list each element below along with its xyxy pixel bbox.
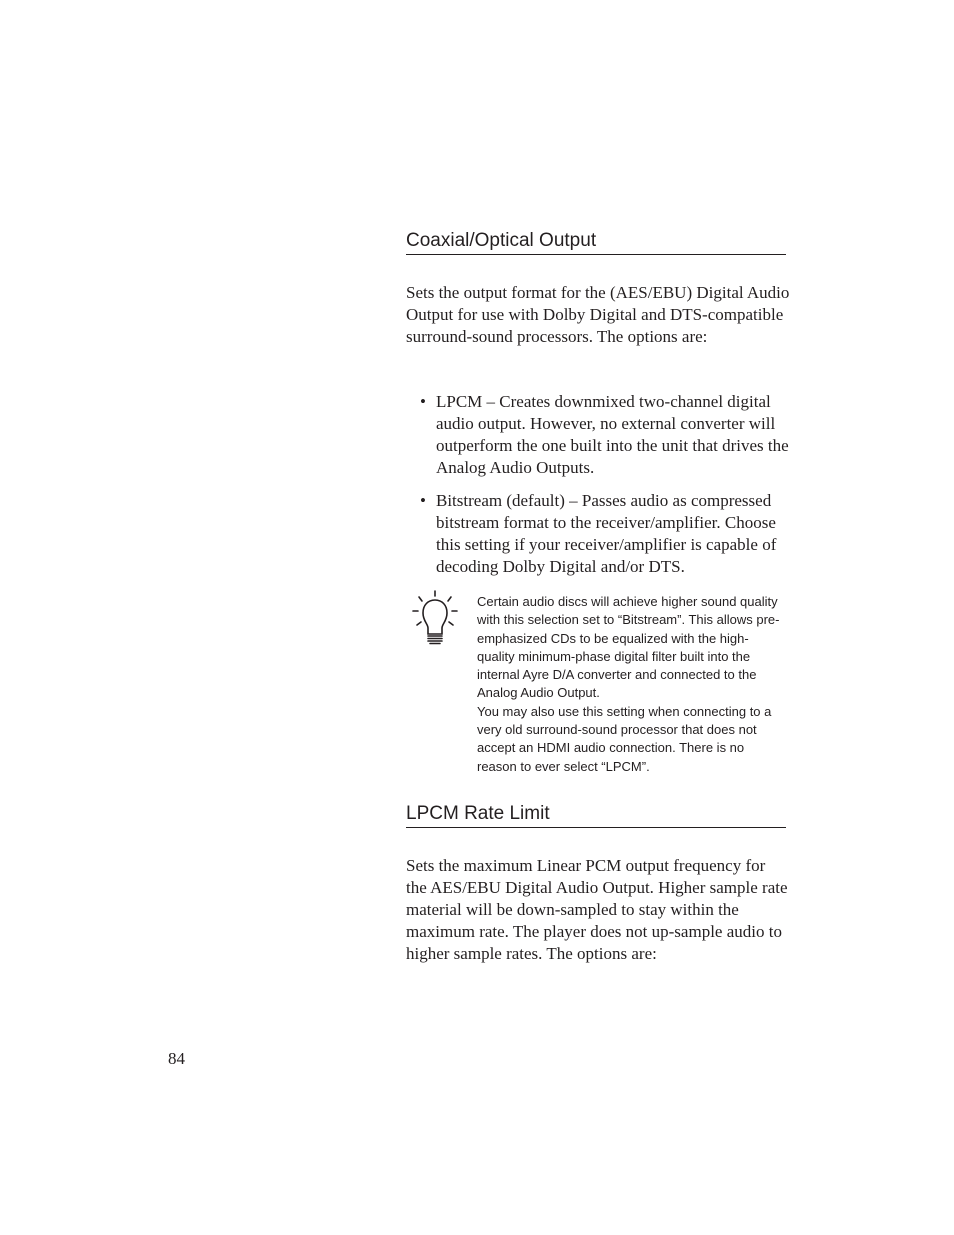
tip-paragraph-bitstream: Certain audio discs will achieve higher sound quality with this selection set to “Bitstream”. This allows pre-emphasized CDs to be equalized with the high-quality minimum-phase digital filter built into the internal Ayre D/A converter and connected to the Analog Audio Output. bbox=[477, 594, 780, 701]
bullet-text-bitstream: Bitstream (default) – Passes audio as compressed bitstream format to the receiver/amplifier. Choose this setting if your receiver/amplifier is capable of decoding Dolby Digital and/or DTS. bbox=[436, 491, 777, 576]
bullet-marker: • bbox=[420, 392, 426, 411]
bullet-marker: • bbox=[420, 491, 426, 510]
section-intro-paragraph: Sets the maximum Linear PCM output frequency for the AES/EBU Digital Audio Output. Higher sample rate material will be down-sampled to stay within the maximum rate. The player does not up-sample audio to higher sample rates. The options are: bbox=[406, 856, 788, 963]
page-number: 84 bbox=[168, 1049, 185, 1068]
section-heading-coaxial-optical-output: Coaxial/Optical Output bbox=[406, 229, 786, 255]
section-intro-paragraph: Sets the output format for the (AES/EBU) Digital Audio Output for use with Dolby Digital and DTS-compatible surround-sound processors. The options are: bbox=[406, 283, 790, 346]
tip-note bbox=[477, 593, 783, 776]
bullet-item-lpcm bbox=[420, 391, 790, 479]
section-heading-lpcm-rate-limit: LPCM Rate Limit bbox=[406, 802, 786, 828]
tip-paragraph-lpcm: You may also use this setting when connecting to a very old surround-sound processor that does not accept an HDMI audio connection. There is no reason to ever select “LPCM”. bbox=[477, 703, 772, 774]
bullet-item-bitstream bbox=[420, 490, 790, 578]
lightbulb-icon bbox=[410, 590, 458, 648]
bullet-text-lpcm: LPCM – Creates downmixed two-channel digital audio output. However, no external converter will outperform the one built into the unit that drives the Analog Audio Outputs. bbox=[436, 392, 789, 477]
